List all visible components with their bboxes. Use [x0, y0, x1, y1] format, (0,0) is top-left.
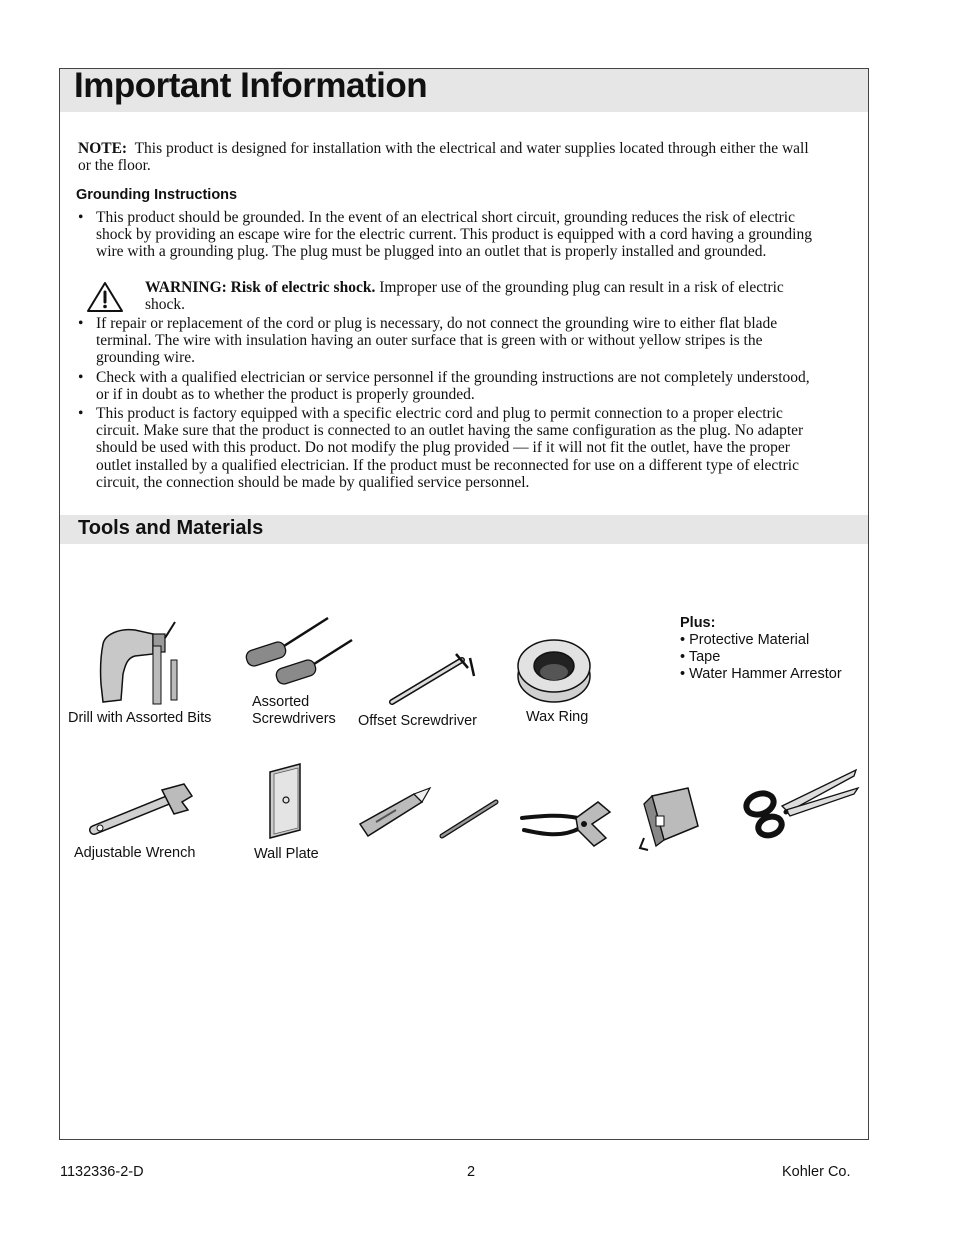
- screwdrivers-icon: [244, 614, 356, 684]
- plus-label: Plus:: [680, 615, 716, 631]
- wax-ring-icon: [516, 636, 592, 706]
- plus-item: • Protective Material: [680, 632, 810, 648]
- offset-screwdriver-icon: [388, 650, 480, 706]
- warning-body: Improper use of the grounding plug can result in a risk of electric shock.: [145, 279, 784, 314]
- bullet-text: This product is factory equipped with a specific electric cord and plug to permit connection to a proper electric circuit. Make sure that the product is connected to an outlet having the same configuration as the plug. No adapter should be used with this product. Do not modify the plug provided — if it will not fit the outlet, have the proper outlet installed by a qualified electrician. If the product must be reconnected for use on a different type of electric circuit, the connection should be made by qualified service personnel.: [96, 405, 804, 491]
- utility-knife-icon: [356, 788, 432, 840]
- adjustable-wrench-label: Adjustable Wrench: [74, 845, 196, 861]
- bullet-text: This product should be grounded. In the event of an electrical short circuit, grounding reduces the risk of electric shock by providing an escape wire for the electric current. This product is equipped with a cord having a grounding wire with a grounding plug. The plug must be plugged into an outlet that is properly installed and grounded.: [96, 209, 812, 261]
- footer-doc-number: 1132336-2-D: [60, 1164, 144, 1180]
- wall-plate-icon: [268, 762, 304, 840]
- screwdrivers-label-line-2: Screwdrivers: [252, 711, 336, 727]
- drill-icon: [95, 614, 185, 706]
- screwdrivers-label-line-1: Assorted: [252, 694, 310, 710]
- bullet-dot: •: [78, 369, 84, 386]
- bullet-dot: •: [78, 315, 84, 332]
- wax-ring-label: Wax Ring: [526, 709, 589, 725]
- page-title: Important Information: [74, 66, 428, 105]
- bullet-dot: •: [78, 209, 84, 226]
- drill-label: Drill with Assorted Bits: [68, 710, 212, 726]
- plus-item: • Tape: [680, 649, 721, 665]
- warning-triangle-icon: [86, 281, 124, 313]
- tape-measure-icon: [638, 786, 702, 852]
- tools-heading: Tools and Materials: [78, 517, 264, 539]
- bullet-dot: •: [78, 405, 84, 422]
- footer-company: Kohler Co.: [782, 1164, 851, 1180]
- warning-text: [145, 279, 825, 313]
- scissors-icon: [742, 764, 860, 844]
- note-text: This product is designed for installation with the electrical and water supplies located through either the wall or the floor.: [78, 140, 809, 175]
- bullet-text: If repair or replacement of the cord or plug is necessary, do not connect the grounding wire to either flat blade terminal. The wire with insulation having an outer surface that is green with or without yellow stripes is the grounding wire.: [96, 315, 778, 367]
- adjustable-wrench-icon: [88, 780, 198, 842]
- wall-plate-label: Wall Plate: [254, 846, 319, 862]
- grounding-heading: Grounding Instructions: [76, 187, 238, 203]
- offset-screwdriver-label: Offset Screwdriver: [358, 713, 477, 729]
- plus-list: [680, 615, 842, 683]
- note-label: NOTE:: [78, 140, 128, 157]
- pencil-icon: [440, 798, 502, 838]
- bullet-text: Check with a qualified electrician or service personnel if the grounding instructions are not completely understood, or if in doubt as to whether the product is properly grounded.: [96, 369, 810, 404]
- footer-page-number: 2: [467, 1164, 476, 1180]
- screwdrivers-label: [252, 694, 336, 728]
- plus-item: • Water Hammer Arrestor: [680, 666, 842, 682]
- note-paragraph: [78, 140, 818, 174]
- pliers-icon: [520, 796, 612, 850]
- warning-label: WARNING: Risk of electric shock.: [145, 279, 376, 296]
